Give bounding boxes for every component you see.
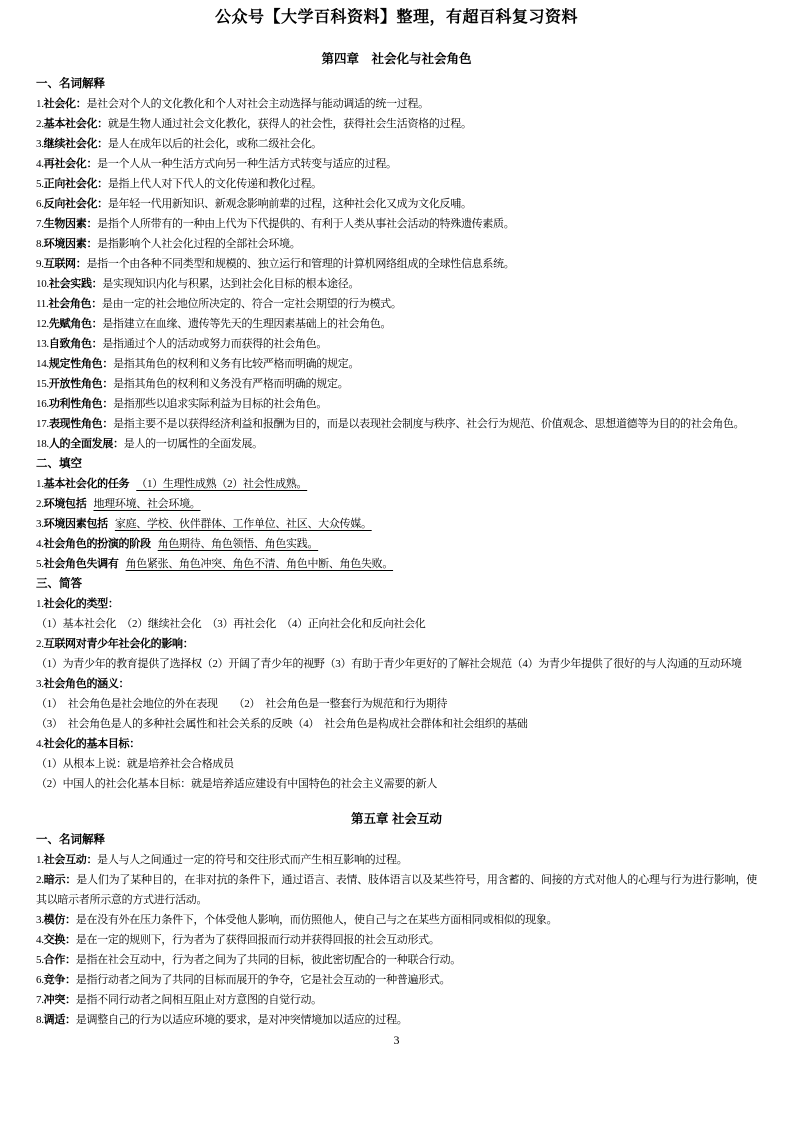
item-answer: （1）基本社会化 （2）继续社会化 （3）再社会化 （4）正向社会化和反向社会化 [36,618,426,630]
definition-item [36,930,757,950]
section-heading-terms: 一、名词解释 [36,78,105,90]
short-answer-line [36,674,757,694]
item-definition: 是指影响个人社会化过程的全部社会环境。 [97,238,301,250]
definition-item [36,174,757,194]
item-number: 5. [36,178,44,190]
item-term: 表现性角色： [48,418,114,430]
item-term: 先赋角色： [48,318,103,330]
item-number: 5. [36,954,44,966]
section-heading-blanks: 二、填空 [36,458,82,470]
item-number: 17. [36,418,49,430]
definition-item [36,374,757,394]
item-term: 社会化： [43,98,87,110]
short-answer-line [36,634,757,654]
item-number: 4. [36,158,44,170]
item-number: 5. [36,558,44,570]
item-term: 互联网： [43,258,87,270]
item-definition: 是指上代人对下代人的文化传递和教化过程。 [107,178,322,190]
item-definition: 是指建立在血缘、遗传等先天的生理因素基础上的社会角色。 [102,318,392,330]
item-number: 15. [36,378,49,390]
definition-item [36,214,757,234]
item-term: 环境因素包括 [43,518,108,530]
definition-item [36,134,757,154]
item-definition: 是社会对个人的文化教化和个人对社会主动选择与能动调适的统一过程。 [86,98,429,110]
item-term: 社会互动： [43,854,98,866]
item-number: 6. [36,198,44,210]
item-term: 反向社会化： [43,198,108,210]
fill-blanks-list [36,474,757,574]
item-number: 18. [36,438,49,450]
fill-blank-item [36,474,757,494]
item-number: 11. [36,298,49,310]
page-number: 3 [393,1033,400,1047]
chapter-4 [36,50,757,794]
definition-item [36,234,757,254]
definition-item [36,910,757,930]
item-definition: 是指通过个人的活动或努力而获得的社会角色。 [102,338,328,350]
item-definition: 是指在社会互动中，行为者之间为了共同的目标，彼此密切配合的一种联合行动。 [75,954,461,966]
item-term: 社会角色的扮演的阶段 [43,538,151,550]
item-term: 生物因素： [43,218,98,230]
item-definition: 是指不同行动者之间相互阻止对方意图的自觉行动。 [75,994,322,1006]
item-definition: 是指行动者之间为了共同的目标而展开的争夺，它是社会互动的一种普遍形式。 [75,974,451,986]
short-answer-line [36,714,757,734]
definition-item [36,870,757,910]
item-term: 规定性角色： [48,358,114,370]
item-number: 1. [36,478,44,490]
item-definition: 是在没有外在压力条件下，个体受他人影响，而仿照他人，使自己与之在某些方面相同或相似的现象。 [75,914,558,926]
fill-blank-item [36,514,757,534]
item-term: 合作： [43,954,76,966]
definition-item [36,334,757,354]
item-term: 冲突： [43,994,76,1006]
definition-item [36,274,757,294]
item-term: 社会实践： [48,278,103,290]
item-answer-underlined: （1）生理性成熟（2）社会性成熟。 [136,478,308,490]
item-definition: 是年轻一代用新知识、新观念影响前辈的过程，这种社会化又成为文化反哺。 [107,198,472,210]
item-number: 7. [36,994,44,1006]
item-term: 暗示： [43,874,77,886]
short-answer-line [36,594,757,614]
item-number: 4. [36,934,44,946]
definition-item [36,354,757,374]
short-answer-list [36,594,757,794]
item-definition: 是调整自己的行为以适应环境的要求，是对冲突情境加以适应的过程。 [75,1014,408,1026]
section-heading-shortanswer: 三、简答 [36,578,82,590]
item-question: 社会化的基本目标： [43,738,140,750]
item-definition: 是人与人之间通过一定的符号和交往形式而产生相互影响的过程。 [97,854,408,866]
definition-item [36,414,757,434]
item-number: 10. [36,278,49,290]
item-term: 社会角色失调有 [43,558,119,570]
item-term: 社会角色： [48,298,102,310]
fill-blank-item [36,534,757,554]
definition-item [36,990,757,1010]
definition-item [36,950,757,970]
item-term: 人的全面发展： [48,438,124,450]
item-answer: （1）为青少年的教育提供了选择权（2）开阔了青少年的视野（3）有助于青少年更好的了解社会规范（4）为青少年提供了很好的与人沟通的互动环境 [36,658,742,670]
item-number: 3. [36,914,44,926]
definition-item [36,314,757,334]
item-term: 模仿： [43,914,76,926]
definition-item [36,850,757,870]
item-definition: 是指主要不是以获得经济利益和报酬为目的，而是以表现社会制度与秩序、社会行为规范、价值观念、思想道德等为目的的社会角色。 [113,418,745,430]
item-term: 竞争： [43,974,76,986]
item-number: 13. [36,338,49,350]
item-answer: （2）中国人的社会化基本目标：就是培养适应建设有中国特色的社会主义需要的新人 [36,778,438,790]
page-header: 公众号【大学百科资料】整理，有超百科复习资料 [214,9,578,26]
item-definition: 是由一定的社会地位所决定的、符合一定社会期望的行为模式。 [101,298,402,310]
item-answer-underlined: 地理环境、社会环境。 [93,498,201,510]
short-answer-line [36,694,757,714]
item-number: 2. [36,498,44,510]
definition-item [36,154,757,174]
short-answer-line [36,614,757,634]
definition-item [36,434,757,454]
definition-item [36,1010,757,1030]
item-term: 调适： [43,1014,76,1026]
item-answer: （1）从根本上说：就是培养社会合格成员 [36,758,234,770]
item-number: 3. [36,518,44,530]
item-term: 环境因素： [43,238,98,250]
item-definition: 是人在成年以后的社会化，或称二级社会化。 [107,138,322,150]
terms-list-chapter5 [36,850,757,1030]
item-number: 3. [36,678,44,690]
item-term: 继续社会化： [43,138,108,150]
definition-item [36,970,757,990]
item-definition: 是一个人从一种生活方式向另一种生活方式转变与适应的过程。 [97,158,397,170]
item-definition: 是在一定的规则下，行为者为了获得回报而行动并获得回报的社会互动形式。 [75,934,440,946]
item-term: 基本社会化的任务 [43,478,130,490]
item-definition: 是人们为了某种目的，在非对抗的条件下，通过语言、表情、肢体语言以及某些符号，用含蓄的、间接的方式对他人的心理与行为进行影响，使其以暗示者所示意的方式进行活动。 [36,874,757,906]
item-definition: 是人的一切属性的全面发展。 [123,438,263,450]
item-number: 1. [36,98,44,110]
section-heading-terms-ch5: 一、名词解释 [36,834,105,846]
definition-item [36,394,757,414]
item-term: 再社会化： [43,158,98,170]
item-answer: （3） 社会角色是人的多种社会属性和社会关系的反映（4） 社会角色是构成社会群体和社会组织的基础 [36,718,528,730]
item-number: 8. [36,1014,44,1026]
item-definition: 是指那些以追求实际利益为目标的社会角色。 [113,398,328,410]
item-number: 2. [36,874,44,886]
item-number: 4. [36,738,44,750]
item-answer: （1） 社会角色是社会地位的外在表现 （2） 社会角色是一整套行为规范和行为期待 [36,698,448,710]
definition-item [36,114,757,134]
item-question: 社会化的类型： [43,598,119,610]
definition-item [36,254,757,274]
item-term: 开放性角色： [48,378,114,390]
terms-list-chapter4 [36,94,757,454]
chapter-4-title: 第四章 社会化与社会角色 [321,52,472,66]
item-number: 16. [36,398,49,410]
item-definition: 是实现知识内化与积累，达到社会化目标的根本途径。 [102,278,360,290]
item-question: 社会角色的涵义： [43,678,130,690]
item-number: 14. [36,358,49,370]
item-number: 6. [36,974,44,986]
item-number: 1. [36,854,44,866]
item-definition: 是指一个由各种不同类型和规模的、独立运行和管理的计算机网络组成的全球性信息系统。 [86,258,515,270]
chapter-5 [36,810,757,1030]
item-number: 2. [36,638,44,650]
short-answer-line [36,754,757,774]
definition-item [36,94,757,114]
short-answer-line [36,774,757,794]
item-term: 自致角色： [48,338,103,350]
chapter-5-title: 第五章 社会互动 [351,812,442,826]
item-answer-underlined: 角色紧张、角色冲突、角色不清、角色中断、角色失败。 [125,558,394,570]
item-answer-underlined: 家庭、学校、伙伴群体、工作单位、社区、大众传媒。 [114,518,372,530]
item-number: 8. [36,238,44,250]
item-term: 交换： [43,934,76,946]
item-term: 正向社会化： [43,178,108,190]
item-number: 2. [36,118,44,130]
fill-blank-item [36,554,757,574]
item-answer-underlined: 角色期待、角色领悟、角色实践。 [157,538,319,550]
item-number: 12. [36,318,49,330]
definition-item [36,294,757,314]
item-term: 基本社会化： [43,118,108,130]
item-number: 1. [36,598,44,610]
item-question: 互联网对青少年社会化的影响： [43,638,194,650]
item-definition: 是指其角色的权利和义务有比较严格而明确的规定。 [113,358,360,370]
item-definition: 是指其角色的权利和义务没有严格而明确的规定。 [113,378,349,390]
item-term: 环境包括 [43,498,87,510]
item-number: 7. [36,218,44,230]
item-term: 功利性角色： [48,398,114,410]
item-number: 9. [36,258,44,270]
short-answer-line [36,734,757,754]
item-definition: 就是生物人通过社会文化教化，获得人的社会性，获得社会生活资格的过程。 [107,118,472,130]
item-definition: 是指个人所带有的一种由上代为下代提供的、有利于人类从事社会活动的特殊遗传素质。 [97,218,515,230]
definition-item [36,194,757,214]
item-number: 4. [36,538,44,550]
item-number: 3. [36,138,44,150]
fill-blank-item [36,494,757,514]
short-answer-line [36,654,757,674]
